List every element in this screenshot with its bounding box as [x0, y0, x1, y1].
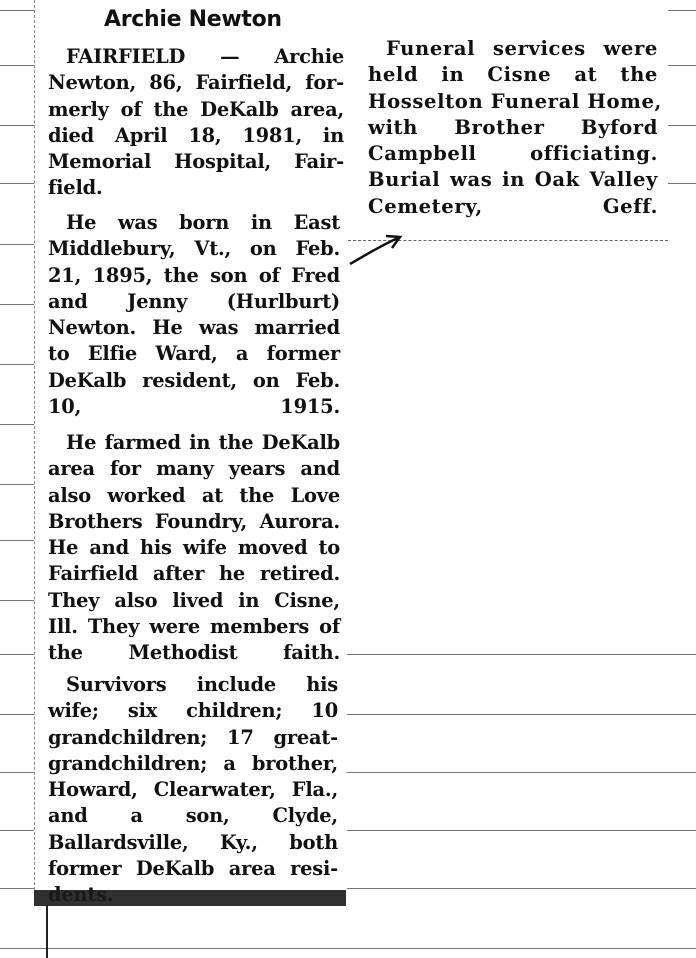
obituary-paragraph-birth [48, 210, 340, 420]
obituary-headline: Archie Newton [104, 7, 282, 32]
text-line: 21, 1895, the son of Fred [48, 263, 340, 287]
text-line: Fairfield after he retired. [48, 562, 340, 586]
text-line: died April 18, 1981, in [48, 123, 344, 147]
text-line: FAIRFIELD — Archie [66, 45, 344, 68]
text-line: Funeral services were [386, 37, 658, 60]
text-line: merly of the DeKalb area, [48, 97, 344, 121]
text-line: DeKalb resident, on Feb. [48, 368, 340, 392]
obituary-paragraph-survivors [48, 672, 338, 909]
text-line: field. [48, 176, 103, 200]
text-line: and a son, Clyde, [48, 804, 338, 828]
text-line: and Jenny (Hurlburt) [48, 289, 340, 313]
text-line: grandchildren; 17 great- [48, 725, 338, 749]
text-line: wife; six children; 10 [48, 699, 338, 723]
text-line: Campbell officiating. [368, 142, 658, 166]
text-line: former DeKalb area resi- [48, 857, 338, 881]
text-line: Cemetery, Geff. [368, 194, 658, 218]
text-line: He farmed in the DeKalb [66, 431, 340, 454]
text-line: He was born in East [66, 211, 340, 234]
text-line: the Methodist faith. [48, 641, 340, 665]
text-line: 10, 1915. [48, 395, 340, 419]
text-line: Burial was in Oak Valley [368, 168, 658, 192]
text-line: also worked at the Love [48, 483, 340, 507]
continuation-arrow-icon [340, 232, 410, 274]
text-line: Middlebury, Vt., on Feb. [48, 237, 340, 261]
text-line: Ill. They were members of [48, 615, 340, 639]
text-line: Survivors include his [66, 673, 338, 696]
text-line: Howard, Clearwater, Fla., [48, 778, 338, 802]
text-line: Newton. He was married [48, 316, 340, 340]
text-line: Ballardsville, Ky., both [48, 830, 338, 854]
text-line: He and his wife moved to [48, 536, 340, 560]
text-line: to Elfie Ward, a former [48, 342, 340, 366]
text-line: area for many years and [48, 457, 340, 481]
print-smudge [34, 890, 346, 906]
text-line: Brothers Foundry, Aurora. [48, 509, 340, 533]
text-line: Hosselton Funeral Home, [368, 89, 662, 113]
text-line: held in Cisne at the [368, 63, 658, 87]
obituary-paragraph-funeral [368, 36, 662, 220]
obituary-paragraph-career [48, 430, 340, 667]
obituary-paragraph-intro [48, 44, 344, 202]
text-line: They also lived in Cisne, [48, 588, 340, 612]
text-line: grandchildren; a brother, [48, 751, 338, 775]
text-line: with Brother Byford [368, 115, 658, 139]
text-line: Newton, 86, Fairfield, for- [48, 71, 344, 95]
text-line: Memorial Hospital, Fair- [48, 150, 344, 174]
